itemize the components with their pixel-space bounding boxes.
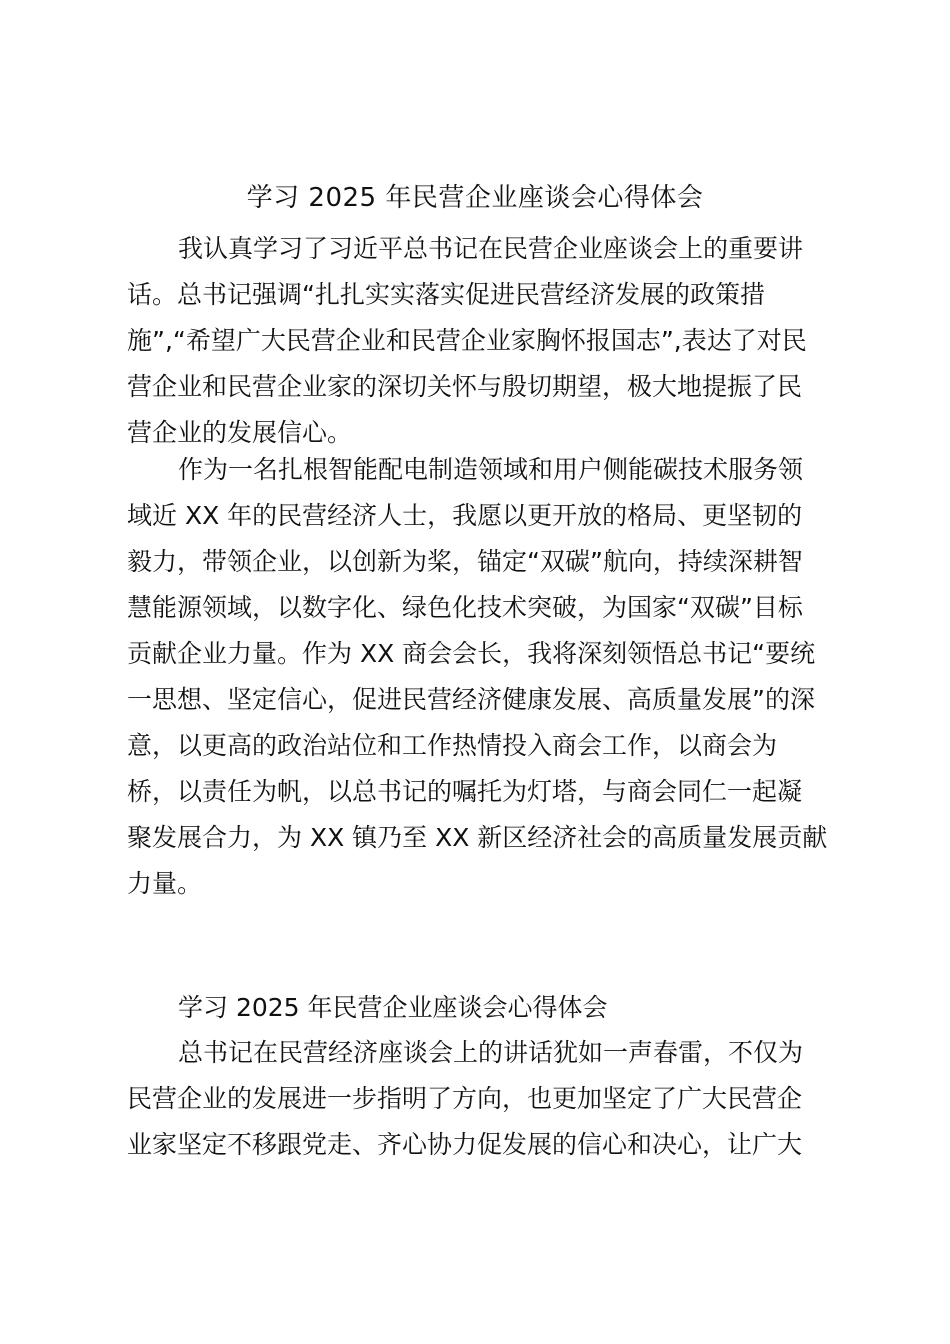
paragraph-line: 民营企业的发展进一步指明了方向，也更加坚定了广大民营企 [127,1084,803,1113]
paragraph-3 [127,1030,833,1168]
paragraph-line: 意，以更高的政治站位和工作热情投入商会工作，以商会为 [127,731,778,760]
paragraph-line: 聚发展合力，为 XX 镇乃至 XX 新区经济社会的高质量发展贡献 [127,823,828,852]
paragraph-line: 作为一名扎根智能配电制造领域和用户侧能碳技术服务领 [178,455,804,484]
paragraph-line: 营企业的发展信心。 [127,418,353,447]
paragraph-line: 贡献企业力量。作为 XX 商会会长，我将深刻领悟总书记“要统 [127,639,816,668]
paragraph-line: 一思想、坚定信心，促进民营经济健康发展、高质量发展”的深 [127,685,815,714]
paragraph-2 [127,447,833,907]
document-title: 学习 2025 年民营企业座谈会心得体会 [246,183,704,213]
paragraph-line: 总书记在民营经济座谈会上的讲话犹如一声春雷，不仅为 [178,1038,804,1067]
paragraph-line: 力量。 [127,869,203,898]
paragraph-line: 施”,“希望广大民营企业和民营企业家胸怀报国志”,表达了对民 [127,326,807,355]
paragraph-line: 营企业和民营企业家的深切关怀与殷切期望，极大地提振了民 [127,372,803,401]
paragraph-line: 域近 XX 年的民营经济人士，我愿以更开放的格局、更坚韧的 [127,501,803,530]
paragraph-line: 业家坚定不移跟党走、齐心协力促发展的信心和决心，让广大 [127,1130,803,1159]
section-2-title: 学习 2025 年民营企业座谈会心得体会 [178,993,608,1022]
paragraph-line: 我认真学习了习近平总书记在民营企业座谈会上的重要讲 [178,234,804,263]
paragraph-line: 慧能源领域，以数字化、绿色化技术突破，为国家“双碳”目标 [127,593,803,622]
paragraph-line: 桥，以责任为帆，以总书记的嘱托为灯塔，与商会同仁一起凝 [127,777,803,806]
paragraph-line: 毅力，带领企业，以创新为桨，锚定“双碳”航向，持续深耕智 [127,547,803,576]
paragraph-1 [127,226,833,456]
paragraph-line: 话。总书记强调“扎扎实实落实促进民营经济发展的政策措 [127,280,765,309]
